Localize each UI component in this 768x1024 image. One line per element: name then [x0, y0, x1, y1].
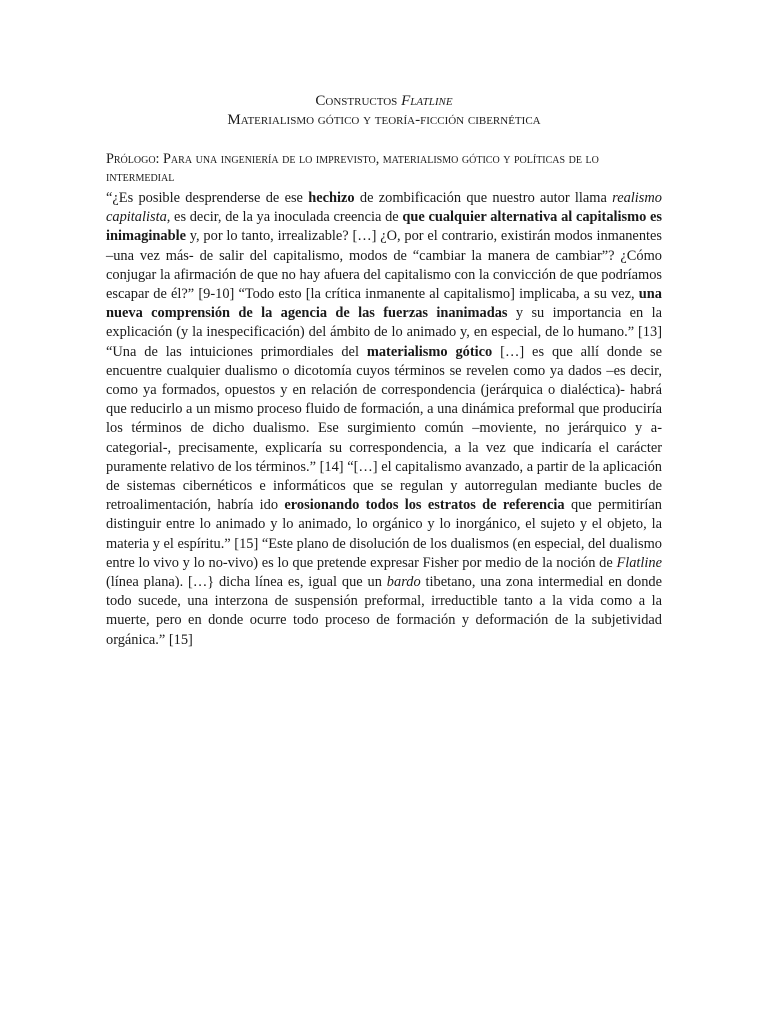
- text-segment-italic: bardo: [386, 574, 421, 591]
- title-italic: Flatline: [401, 93, 453, 109]
- text-segment-bold: una nueva comprensión de la agencia de las fuerzas inanimadas: [106, 286, 662, 322]
- text-segment: de zombificación que nuestro autor llama: [354, 190, 613, 206]
- text-segment-bold: materialismo gótico: [366, 343, 493, 360]
- text-segment: tibetano, una zona intermedial en donde todo sucede, una interzona de suspensión preformal, irreductible tanto a la vida como a la muerte, pero en donde ocurre todo proceso de formación y deformación de la subjetividad orgánica.” [15]: [106, 574, 662, 648]
- body-paragraph: [106, 189, 662, 650]
- document-page: [106, 92, 662, 650]
- text-segment: (línea plana). […} dicha línea es, igual que un: [106, 574, 387, 591]
- text-segment: “¿Es posible desprenderse de ese: [106, 190, 309, 206]
- text-segment: que permitirían distinguir entre lo animado y lo animado, lo orgánico y lo inorgánico, el sujeto y el objeto, la materia y el espíritu.” [15] “Este plano de disolución de los dualismos (en especial, del dualismo entre lo vivo y lo no-vivo) es lo que pretende expresar Fisher por medio de la noción de: [106, 497, 662, 571]
- section-heading: Prólogo: Para una ingeniería de lo imprevisto, materialismo gótico y políticas de lo intermedial: [106, 151, 599, 185]
- document-subtitle: Materialismo gótico y teoría-ficción cibernética: [227, 112, 541, 128]
- text-segment-bold: erosionando todos los estratos de referencia: [284, 497, 565, 514]
- text-segment: , es decir, de la ya inoculada creencia de: [166, 209, 403, 226]
- title-main: Constructos: [315, 93, 402, 109]
- text-segment: y su importancia en la explicación (y la inespecificación) del ámbito de lo animado y, en especial, de lo humano.” [13] “Una de las intuiciones primordiales del: [106, 305, 662, 360]
- text-segment-bold: hechizo: [308, 190, 355, 206]
- text-segment-italic: Flatline: [616, 554, 662, 571]
- text-segment: […] es que allí donde se encuentre cualquier dualismo o dicotomía cuyos términos se revelen como ya dados –es decir, como ya formados, opuestos y en relación de correspondencia (jerárquica o dialéctica)- habrá que reducirlo a un mismo proceso fluido de formación, a una dinámica preformal que produciría los términos de dicho dualismo. Ese surgimiento común –moviente, no jerárquico y a-categorial-, precisamente, explicaría su correspondencia, a la vez que indicaría el carácter puramente relativo de los términos.” [14] “[…] el capitalismo avanzado, a partir de la aplicación de sistemas cibernéticos e informáticos que se regulan y autorregulan mediante bucles de retroalimentación, habría ido: [106, 343, 662, 514]
- text-segment: y, por lo tanto, irrealizable? […] ¿O, por el contrario, existirán modos inmanentes –una vez más- de salir del capitalismo, modos de “cambiar la manera de cambiar”? ¿Cómo conjugar la afirmación de que no hay afuera del capitalismo con la convicción de que podríamos escapar de él?” [9-10] “Todo esto [la crítica inmanente al capitalismo] implicaba, a su vez,: [106, 228, 662, 303]
- text-segment-bold: que cualquier alternativa al capitalismo es inimaginable: [106, 209, 662, 245]
- document-title: [106, 92, 662, 111]
- text-segment-italic: realismo capitalista: [106, 190, 662, 226]
